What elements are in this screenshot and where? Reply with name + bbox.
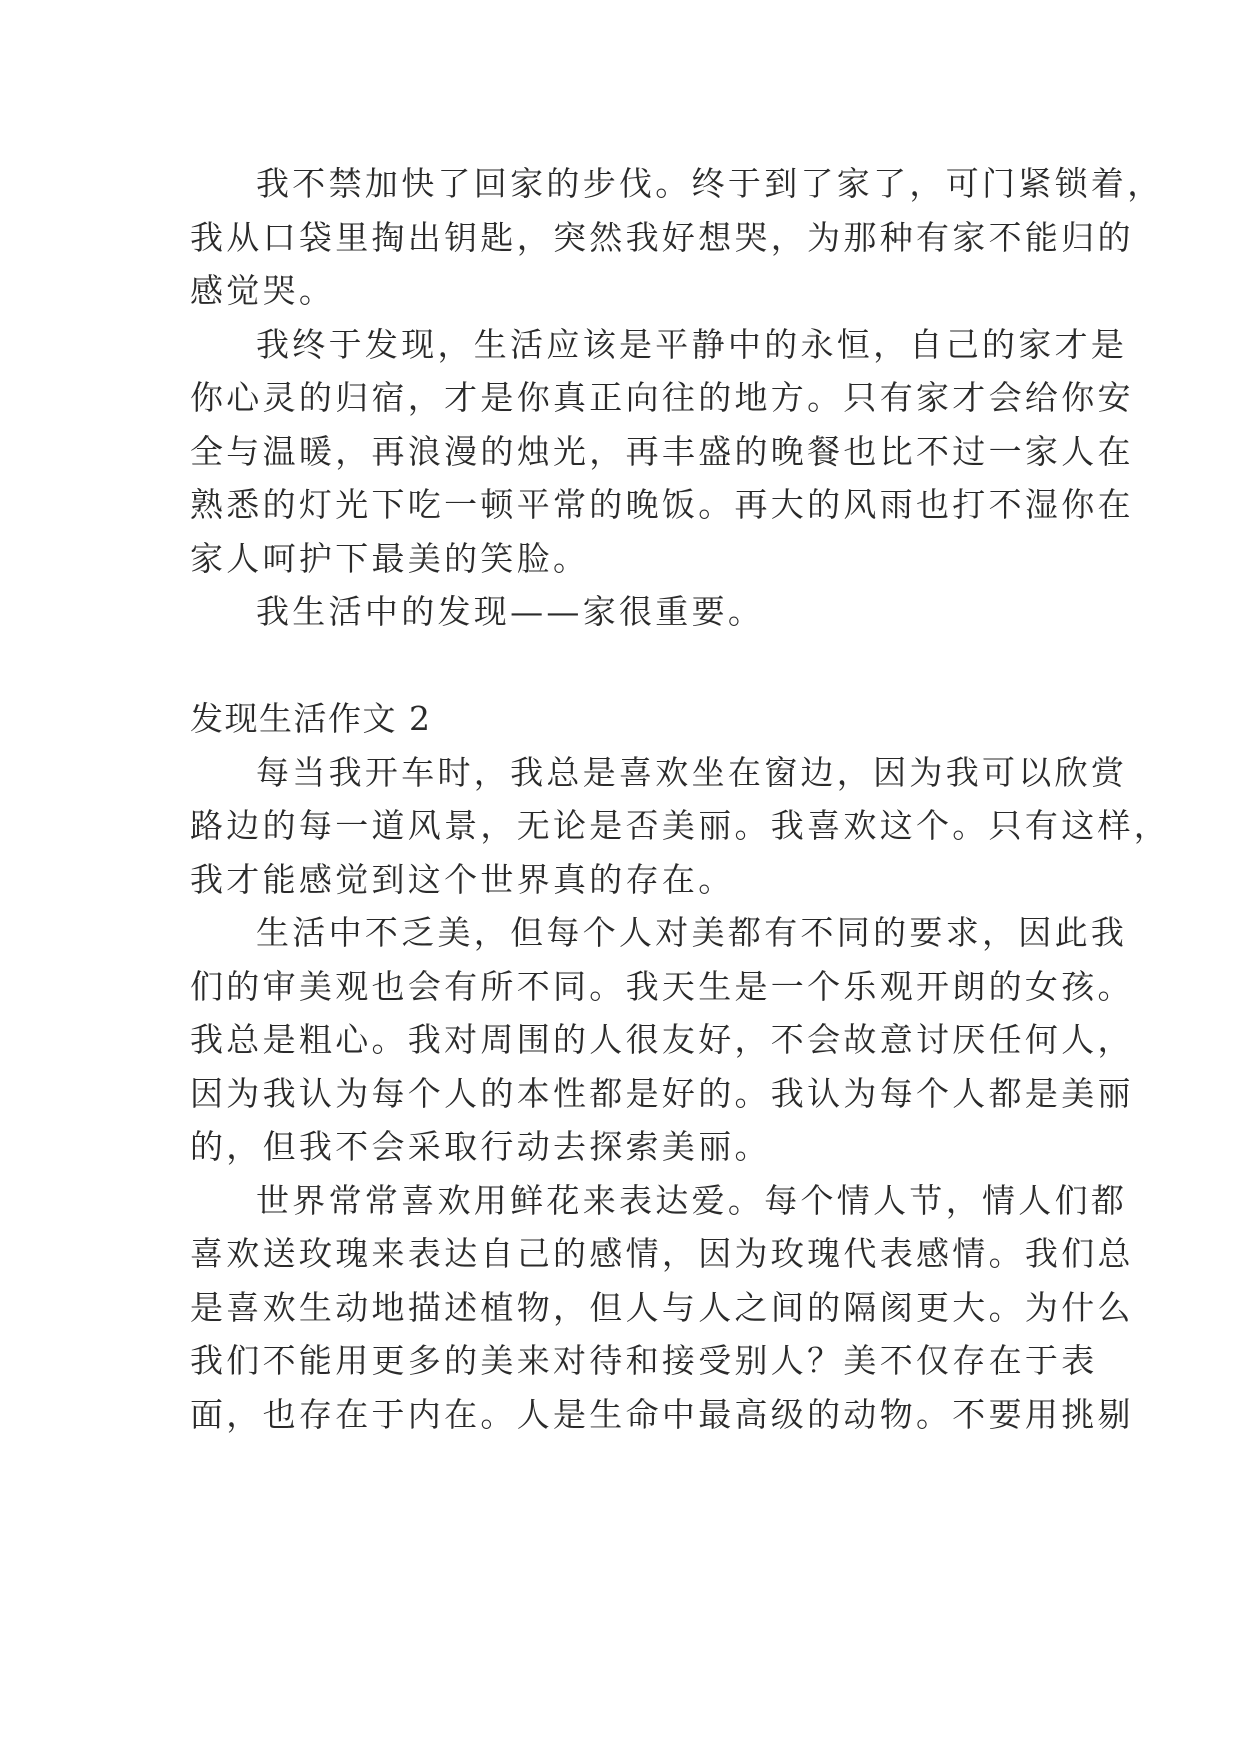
text-line: 你心灵的归宿，才是你真正向往的地方。只有家才会给你安 bbox=[190, 378, 1134, 417]
paragraph bbox=[190, 318, 1134, 586]
document-body bbox=[190, 157, 1171, 1441]
paragraph bbox=[190, 157, 1164, 318]
text-line: 我们不能用更多的美来对待和接受别人？美不仅存在于表 bbox=[190, 1341, 1098, 1380]
text-line: 我才能感觉到这个世界真的存在。 bbox=[190, 859, 735, 899]
text-line: 全与温暖，再浪漫的烛光，再丰盛的晚餐也比不过一家人在 bbox=[190, 431, 1134, 471]
text-line: 世界常常喜欢用鲜花来表达爱。每个情人节，情人们都 bbox=[256, 1180, 1128, 1220]
section-spacer bbox=[190, 639, 1062, 693]
text-line: 们的审美观也会有所不同。我天生是一个乐观开朗的女孩。 bbox=[190, 966, 1134, 1006]
text-line: 我终于发现，生活应该是平静中的永恒，自己的家才是 bbox=[256, 324, 1128, 364]
text-line: 我总是粗心。我对周围的人很友好，不会故意讨厌任何人， bbox=[190, 1020, 1134, 1059]
paragraph bbox=[190, 1174, 1134, 1442]
paragraph bbox=[190, 906, 1134, 1174]
text-line: 家人呵护下最美的笑脸。 bbox=[190, 538, 590, 578]
text-line: 熟悉的灯光下吃一顿平常的晚饭。再大的风雨也打不湿你在 bbox=[190, 485, 1134, 524]
text-line: 我从口袋里掏出钥匙，突然我好想哭，为那种有家不能归的 bbox=[190, 217, 1134, 257]
text-line: 路边的每一道风景，无论是否美丽。我喜欢这个。只有这样， bbox=[190, 806, 1171, 845]
text-line: 我生活中的发现——家很重要。 bbox=[256, 592, 765, 631]
paragraph bbox=[190, 585, 1062, 639]
text-line: 我不禁加快了回家的步伐。终于到了家了，可门紧锁着， bbox=[256, 164, 1164, 203]
text-line: 的，但我不会采取行动去探索美丽。 bbox=[190, 1127, 771, 1166]
text-line: 喜欢送玫瑰来表达自己的感情，因为玫瑰代表感情。我们总 bbox=[190, 1234, 1134, 1273]
section-heading: 发现生活作文 2 bbox=[190, 699, 432, 738]
text-line: 感觉哭。 bbox=[190, 271, 336, 310]
text-line: 因为我认为每个人的本性都是好的。我认为每个人都是美丽 bbox=[190, 1073, 1134, 1113]
paragraph bbox=[190, 746, 1171, 907]
text-line: 每当我开车时，我总是喜欢坐在窗边，因为我可以欣赏 bbox=[256, 752, 1128, 792]
text-line: 是喜欢生动地描述植物，但人与人之间的隔阂更大。为什么 bbox=[190, 1287, 1134, 1327]
text-line: 生活中不乏美，但每个人对美都有不同的要求，因此我 bbox=[256, 913, 1128, 952]
text-line: 面，也存在于内在。人是生命中最高级的动物。不要用挑剔 bbox=[190, 1394, 1134, 1434]
